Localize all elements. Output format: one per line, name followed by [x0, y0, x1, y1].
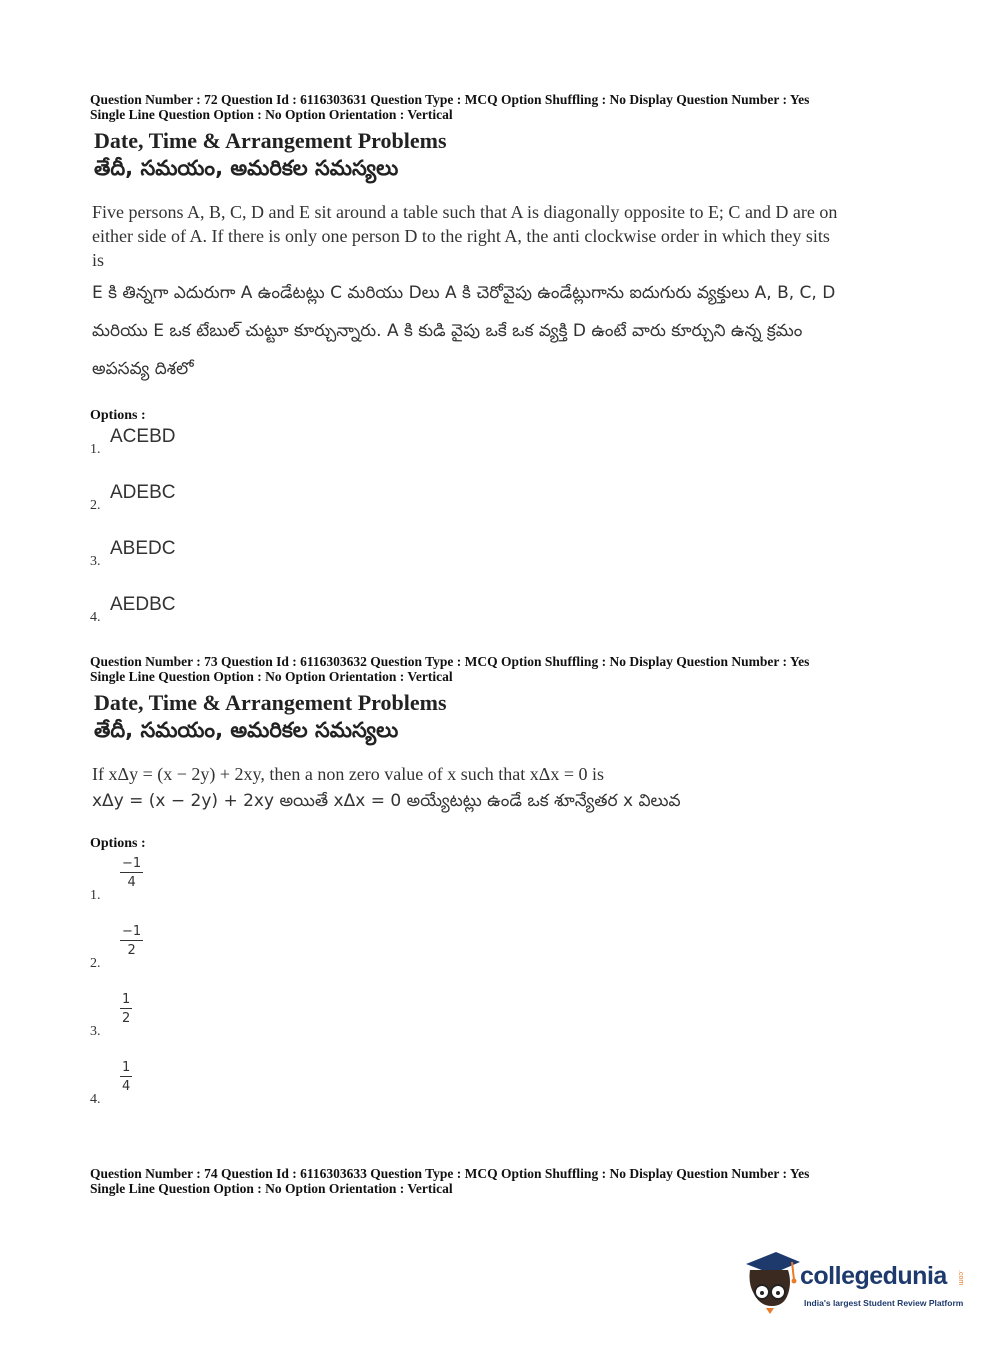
question-meta-line2: Single Line Question Option : No Option Orientation : Vertical — [90, 669, 453, 684]
fraction — [120, 856, 143, 890]
question-stem-telugu: E కి తిన్నగా ఎదురుగా A ఉండేటట్లు C మరియు Dలు A కి చెరోవైపు ఉండేట్లుగాను ఐదుగురు వ్యక్తులు A, B, C, D మరియు E ఒక టేబుల్ చుట్టూ కూర్చున్నారు. A కి కుడి వైపు ఒకే ఒక వ్యక్తి D ఉంటే వారు కూర్చుని ఉన్న క్రమం అపసవ్య దిశలో — [92, 283, 836, 379]
option-3[interactable] — [90, 536, 890, 592]
fraction-numerator: −1 — [122, 924, 142, 939]
mascot-icon — [742, 1250, 802, 1316]
fraction — [120, 1060, 132, 1094]
logo-suffix: .com — [957, 1270, 964, 1286]
option-text: ABEDC — [110, 538, 176, 559]
logo-wordmark: collegedunia — [800, 1262, 947, 1290]
fraction-numerator: 1 — [122, 1060, 131, 1075]
question-74 — [90, 1166, 890, 1196]
fraction-denominator: 2 — [122, 1011, 131, 1026]
option-number: 4. — [90, 610, 101, 625]
question-meta-line1: Question Number : 72 Question Id : 6116303631 Question Type : MCQ Option Shuffling : No Display Question Number : Yes — [90, 92, 810, 107]
option-number: 1. — [90, 888, 101, 903]
fraction — [120, 992, 132, 1026]
collegedunia-logo[interactable] — [742, 1248, 972, 1318]
option-3[interactable] — [90, 988, 890, 1056]
option-number: 2. — [90, 956, 101, 971]
options-label: Options : — [90, 836, 146, 851]
topic-title-telugu: తేదీ, సమయం, అమరికల సమస్యలు — [94, 718, 399, 742]
option-text: ACEBD — [110, 426, 176, 447]
option-number: 3. — [90, 554, 101, 569]
option-number: 4. — [90, 1092, 101, 1107]
options-label: Options : — [90, 408, 146, 423]
option-number: 1. — [90, 442, 101, 457]
option-1[interactable] — [90, 852, 890, 920]
topic-title-telugu: తేదీ, సమయం, అమరికల సమస్యలు — [94, 156, 399, 180]
fraction-denominator: 4 — [122, 1079, 131, 1094]
fraction-numerator: 1 — [122, 992, 131, 1007]
question-stem-telugu: xΔy = (x − 2y) + 2xy అయితే xΔx = 0 అయ్యేటట్లు ఉండే ఒక శూన్యేతర x విలువ — [92, 791, 681, 811]
question-stem: If xΔy = (x − 2y) + 2xy, then a non zero value of x such that xΔx = 0 is — [92, 764, 604, 784]
question-stem: Five persons A, B, C, D and E sit around a table such that A is diagonally opposite to E; C and D are on either side of A. If there is only one person D to the right A, the anti clockwise order in which they sits is — [92, 202, 838, 270]
option-4[interactable] — [90, 592, 890, 648]
fraction-numerator: −1 — [122, 856, 142, 871]
option-2[interactable] — [90, 480, 890, 536]
topic-title: Date, Time & Arrangement Problems — [94, 128, 447, 153]
question-meta-line2: Single Line Question Option : No Option Orientation : Vertical — [90, 1181, 453, 1196]
option-1[interactable] — [90, 424, 890, 480]
option-number: 3. — [90, 1024, 101, 1039]
question-72 — [90, 92, 890, 648]
fraction — [120, 924, 143, 958]
option-number: 2. — [90, 498, 101, 513]
option-text: ADEBC — [110, 482, 176, 503]
option-2[interactable] — [90, 920, 890, 988]
question-meta-line2: Single Line Question Option : No Option Orientation : Vertical — [90, 107, 453, 122]
logo-tagline: India's largest Student Review Platform — [804, 1298, 964, 1308]
option-4[interactable] — [90, 1056, 890, 1124]
fraction-denominator: 4 — [127, 875, 136, 890]
option-text: AEDBC — [110, 594, 176, 615]
topic-title: Date, Time & Arrangement Problems — [94, 690, 447, 715]
question-meta-line1: Question Number : 73 Question Id : 6116303632 Question Type : MCQ Option Shuffling : No Display Question Number : Yes — [90, 654, 810, 669]
fraction-denominator: 2 — [127, 943, 136, 958]
question-meta-line1: Question Number : 74 Question Id : 6116303633 Question Type : MCQ Option Shuffling : No Display Question Number : Yes — [90, 1166, 810, 1181]
question-73 — [90, 654, 890, 1124]
